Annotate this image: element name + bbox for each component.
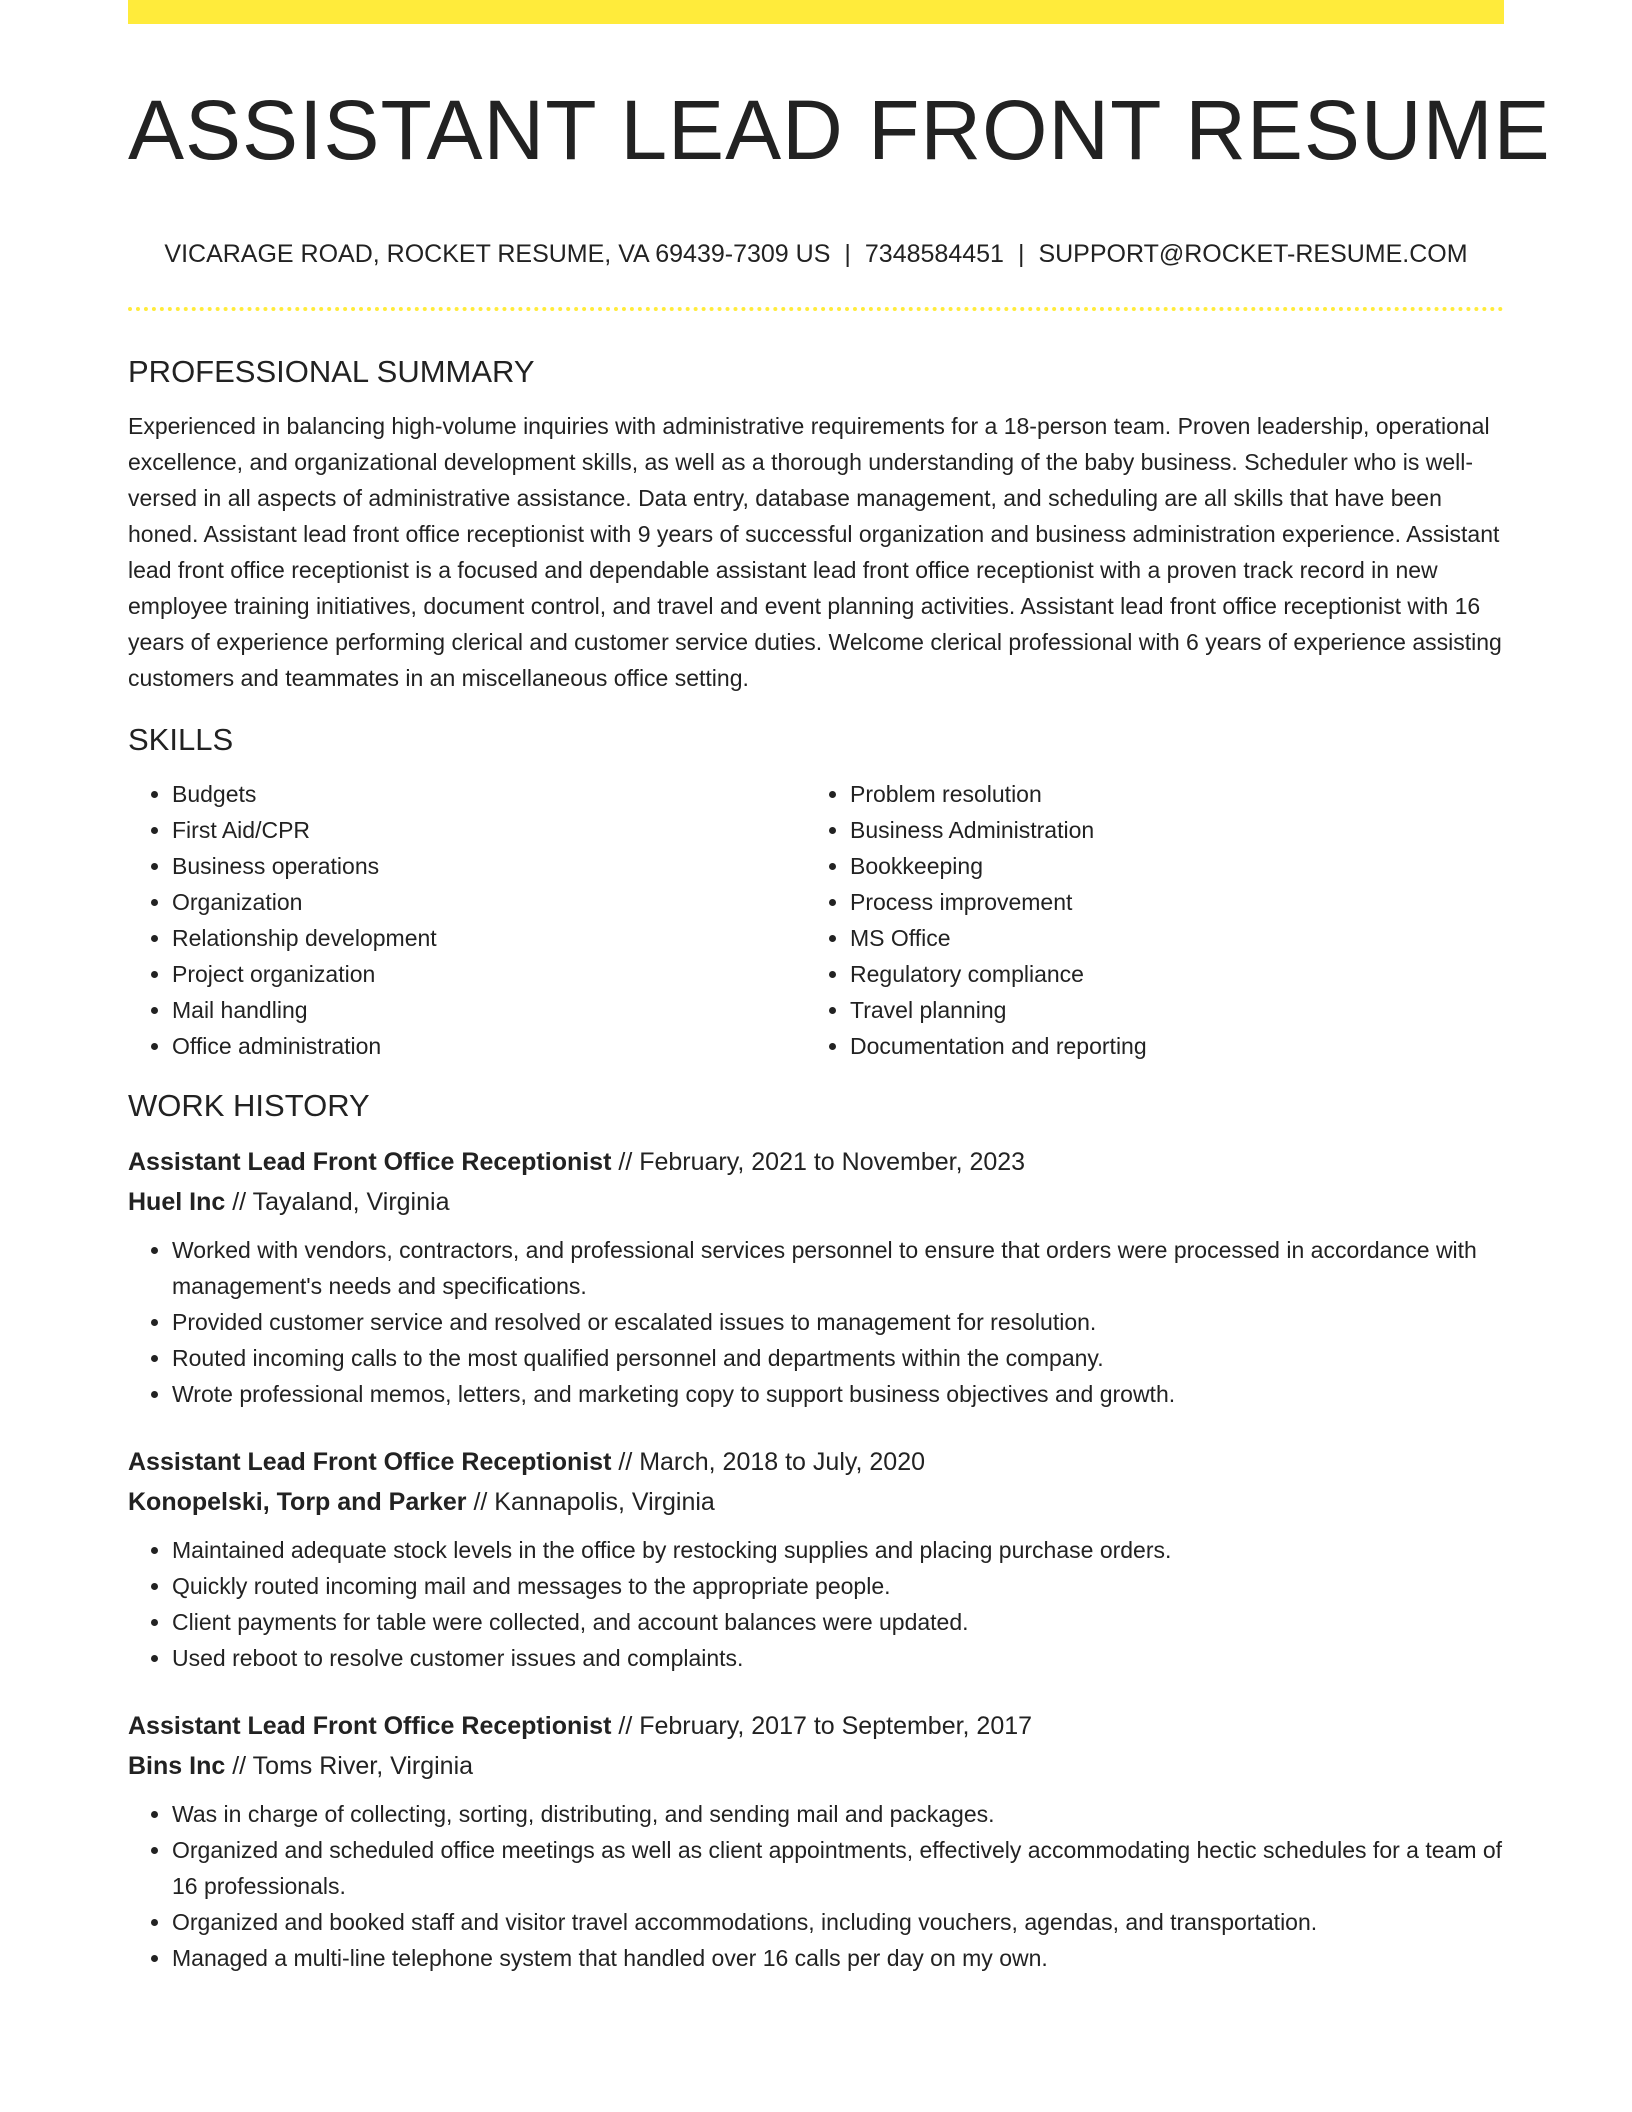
job-company: Huel Inc	[128, 1188, 226, 1216]
job-bullet: • Organized and scheduled office meetings as well as client appointments, effectively accommodating hectic schedules for a team of 16 professionals.	[172, 1832, 1504, 1904]
contact-email: SUPPORT@ROCKET-RESUME.COM	[1038, 240, 1468, 268]
job-bullets	[128, 1796, 1504, 1976]
job-title: Assistant Lead Front Office Receptionist	[128, 1712, 612, 1740]
skill-item: • Problem resolution	[850, 776, 1484, 812]
skill-item: • Office administration	[172, 1028, 806, 1064]
job-dates: // February, 2021 to November, 2023	[611, 1148, 1026, 1176]
job-dates: // March, 2018 to July, 2020	[611, 1448, 926, 1476]
job-company-line	[128, 1482, 1504, 1522]
resume-title: ASSISTANT LEAD FRONT RESUME	[128, 83, 1551, 177]
skill-item: • Budgets	[172, 776, 806, 812]
contact-line	[128, 238, 1504, 270]
work-history-heading: WORK HISTORY	[128, 1088, 370, 1123]
resume-content	[128, 352, 1504, 2006]
job-location: // Tayaland, Virginia	[225, 1188, 450, 1216]
job-location: // Toms River, Virginia	[225, 1752, 474, 1780]
job-location: // Kannapolis, Virginia	[466, 1488, 715, 1516]
contact-address: VICARAGE ROAD, ROCKET RESUME, VA 69439-7309 US	[164, 240, 831, 268]
skill-item: • Relationship development	[172, 920, 806, 956]
job-title: Assistant Lead Front Office Receptionist	[128, 1448, 612, 1476]
header-divider	[128, 307, 1504, 311]
job-dates: // February, 2017 to September, 2017	[611, 1712, 1033, 1740]
skill-item: • Bookkeeping	[850, 848, 1484, 884]
contact-phone: 7348584451	[864, 240, 1004, 268]
job-entry	[128, 1142, 1504, 1412]
skill-item: • Business operations	[172, 848, 806, 884]
job-entry	[128, 1442, 1504, 1676]
job-bullet: • Used reboot to resolve customer issues and complaints.	[172, 1640, 1504, 1676]
contact-separator: |	[844, 240, 851, 268]
skills-list	[128, 776, 1504, 1064]
job-company: Bins Inc	[128, 1752, 226, 1780]
skills-column-left	[128, 776, 806, 1064]
skill-item: • Organization	[172, 884, 806, 920]
skills-column-right	[806, 776, 1484, 1064]
job-bullet: • Was in charge of collecting, sorting, distributing, and sending mail and packages.	[172, 1796, 1504, 1832]
job-bullet: • Worked with vendors, contractors, and professional services personnel to ensure that orders were processed in accordance with management's needs and specifications.	[172, 1232, 1504, 1304]
job-bullet: • Managed a multi-line telephone system that handled over 16 calls per day on my own.	[172, 1940, 1504, 1976]
job-bullet: • Organized and booked staff and visitor travel accommodations, including vouchers, agendas, and transportation.	[172, 1904, 1504, 1940]
job-bullet: • Maintained adequate stock levels in the office by restocking supplies and placing purchase orders.	[172, 1532, 1504, 1568]
skill-item: • Regulatory compliance	[850, 956, 1484, 992]
top-accent-bar	[128, 0, 1504, 24]
skill-item: • Documentation and reporting	[850, 1028, 1484, 1064]
job-company-line	[128, 1182, 1504, 1222]
job-title-line	[128, 1142, 1504, 1182]
skill-item: • Business Administration	[850, 812, 1484, 848]
skill-item: • Project organization	[172, 956, 806, 992]
skill-item: • Travel planning	[850, 992, 1484, 1028]
job-bullet: • Provided customer service and resolved or escalated issues to management for resolution.	[172, 1304, 1504, 1340]
skills-heading: SKILLS	[128, 722, 234, 757]
job-company-line	[128, 1746, 1504, 1786]
job-bullet: • Wrote professional memos, letters, and marketing copy to support business objectives and growth.	[172, 1376, 1504, 1412]
job-bullets	[128, 1532, 1504, 1676]
skill-item: • First Aid/CPR	[172, 812, 806, 848]
skill-item: • Mail handling	[172, 992, 806, 1028]
job-company: Konopelski, Torp and Parker	[128, 1488, 467, 1516]
job-bullets	[128, 1232, 1504, 1412]
job-bullet: • Client payments for table were collected, and account balances were updated.	[172, 1604, 1504, 1640]
skill-item: • MS Office	[850, 920, 1484, 956]
job-entry	[128, 1706, 1504, 1976]
job-bullet: • Quickly routed incoming mail and messages to the appropriate people.	[172, 1568, 1504, 1604]
skill-item: • Process improvement	[850, 884, 1484, 920]
job-bullet: • Routed incoming calls to the most qualified personnel and departments within the company.	[172, 1340, 1504, 1376]
job-title-line	[128, 1706, 1504, 1746]
summary-heading: PROFESSIONAL SUMMARY	[128, 354, 535, 389]
resume-page	[128, 0, 1551, 2112]
summary-text: Experienced in balancing high-volume inquiries with administrative requirements for a 18-person team. Proven leadership, operational excellence, and organizational development skills, as well as a thorough understanding of the baby business. Scheduler who is well-versed in all aspects of administrative assistance. Data entry, database management, and scheduling are all skills that have been honed. Assistant lead front office receptionist with 9 years of successful organization and business administration experience. Assistant lead front office receptionist is a focused and dependable assistant lead front office receptionist with a proven track record in new employee training initiatives, document control, and travel and event planning activities. Assistant lead front office receptionist with 16 years of experience performing clerical and customer service duties. Welcome clerical professional with 6 years of experience assisting customers and teammates in an miscellaneous office setting.	[128, 413, 1502, 691]
contact-separator: |	[1017, 240, 1025, 268]
job-title-line	[128, 1442, 1504, 1482]
job-title: Assistant Lead Front Office Receptionist	[128, 1148, 612, 1176]
